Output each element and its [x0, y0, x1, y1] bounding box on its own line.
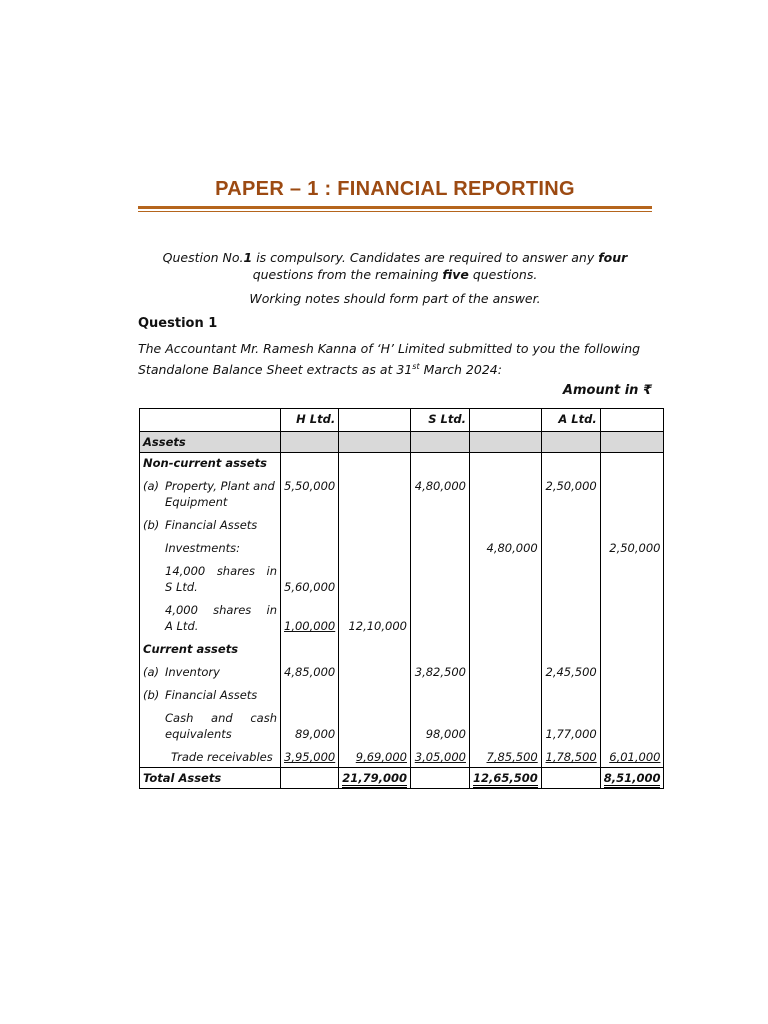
total-s: 12,65,500: [473, 771, 538, 788]
instructions-line-2: questions from the remaining five questions.: [252, 267, 538, 282]
assets-row: Assets: [140, 432, 664, 453]
instructions-line-3: Working notes should form part of the answer.: [249, 291, 541, 306]
table-header-row: [140, 409, 664, 432]
paper-title: PAPER – 1 : FINANCIAL REPORTING: [215, 178, 575, 200]
s-ltd-totals: 4,80,000 7,85,500: [469, 453, 541, 768]
amount-label: Amount in ₹: [562, 383, 652, 398]
question-heading: Question 1: [138, 316, 218, 331]
table-body-row: [140, 453, 664, 768]
a-ltd-values: 2,50,000 2,45,500 1,77,000 1,78,500: [541, 453, 600, 768]
total-h: 21,79,000: [342, 771, 407, 788]
header-h-ltd: H Ltd.: [281, 409, 339, 432]
h-ltd-values: 5,50,000 5,60,000 1,00,000 4,85,000 89,000 3,95,000: [281, 453, 339, 768]
s-ltd-values: 4,80,000 3,82,500 98,000 3,05,000: [410, 453, 469, 768]
labels-column: Non-current assets (a) Property, Plant and Equipment (b) Financial Assets Investments: 14,000 shares in S Ltd. 4,000 shares in A Ltd. Current assets (a) Inventory (b) Financial Assets Cash and cash equivalents Trade receivables: [140, 453, 281, 768]
header-a-ltd: A Ltd.: [541, 409, 600, 432]
instructions-line-1: Question No.1 is compulsory. Candidates are required to answer any four: [162, 250, 628, 265]
balance-sheet-table: [139, 408, 664, 789]
a-ltd-totals: 2,50,000 6,01,000: [600, 453, 664, 768]
title-rule-thin: [138, 211, 652, 212]
total-assets-row: Total Assets 21,79,000 12,65,500 8,51,000: [140, 768, 664, 789]
h-ltd-totals: 12,10,000 9,69,000: [339, 453, 411, 768]
title-rule-thick: [138, 206, 652, 209]
header-s-ltd: S Ltd.: [410, 409, 469, 432]
total-a: 8,51,000: [604, 771, 661, 788]
question-text: The Accountant Mr. Ramesh Kanna of ‘H’ Limited submitted to you the following Standalone Balance Sheet extracts as at 31st March 2024:: [138, 341, 641, 378]
